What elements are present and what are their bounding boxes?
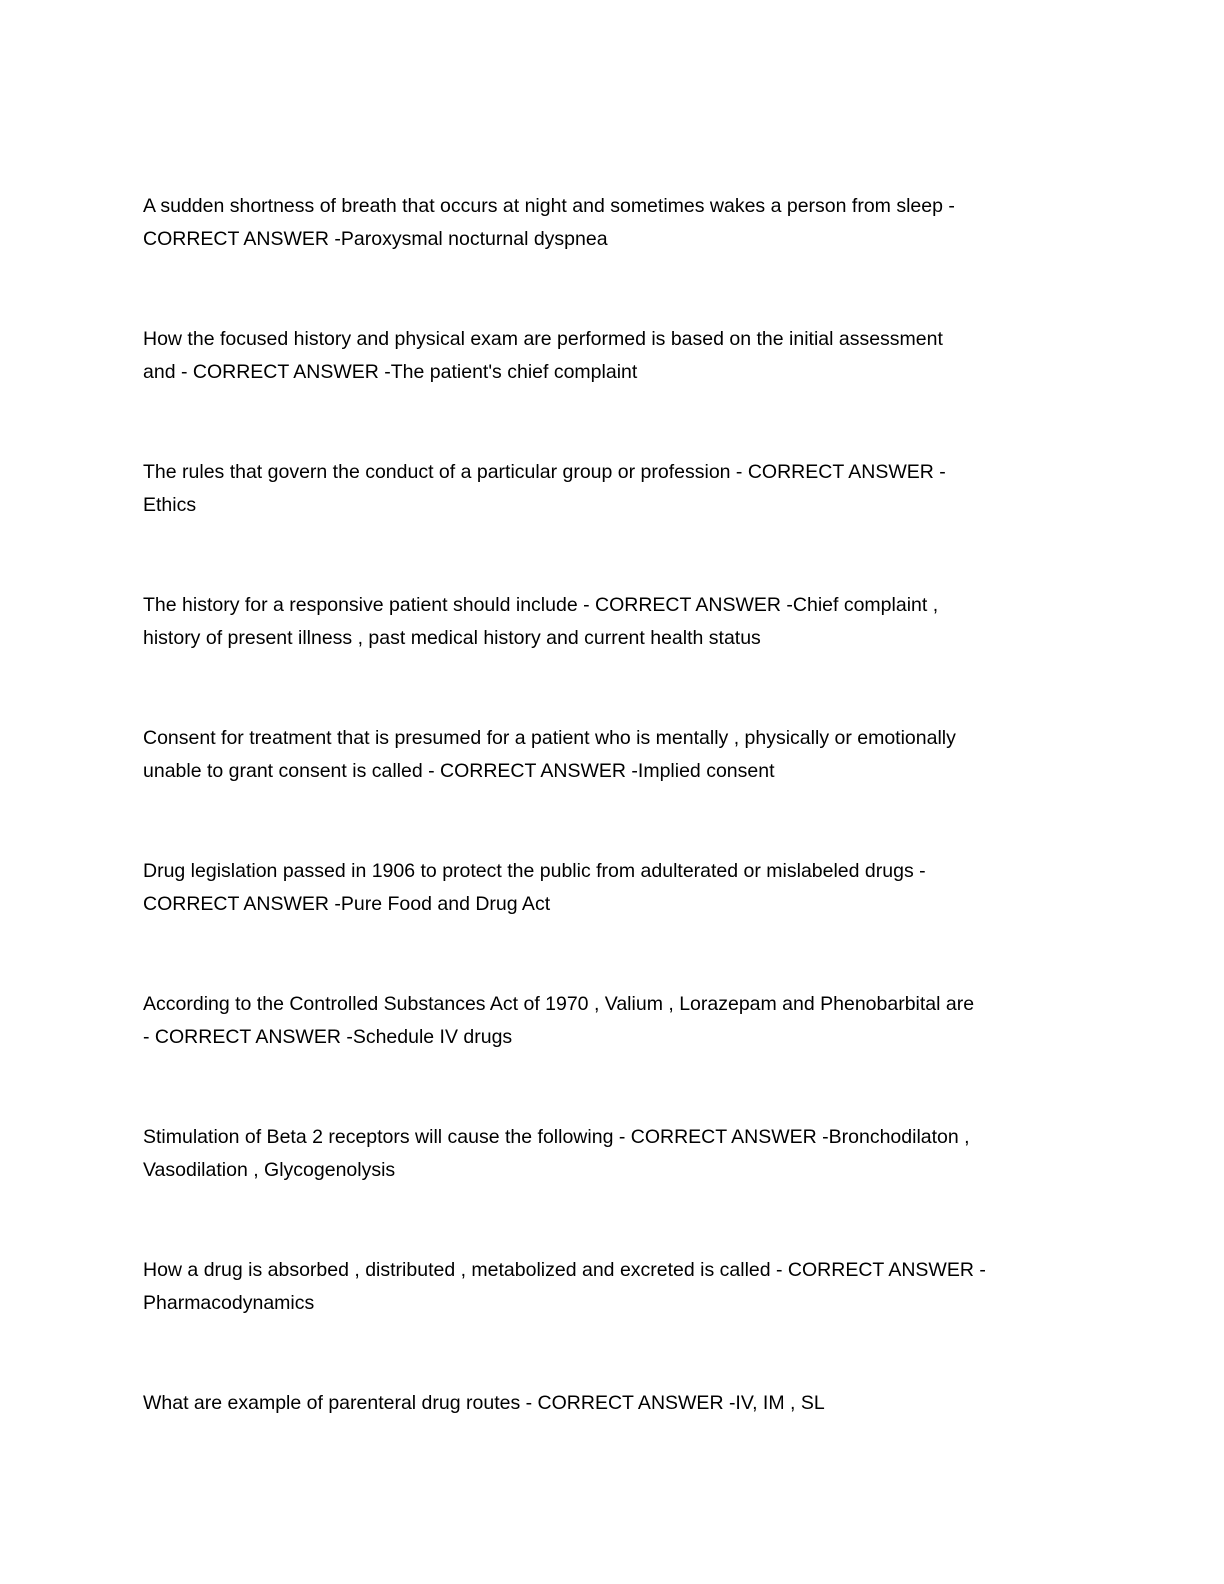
- qa-item: [143, 456, 1073, 589]
- qa-line-2: - CORRECT ANSWER -Schedule IV drugs: [143, 1026, 513, 1048]
- qa-line-1: How the focused history and physical exam are performed is based on the initial assessment: [143, 328, 943, 350]
- qa-line-1: The history for a responsive patient should include - CORRECT ANSWER -Chief complaint ,: [143, 594, 939, 616]
- qa-line-1: A sudden shortness of breath that occurs at night and sometimes wakes a person from sleep -: [143, 195, 955, 217]
- qa-line-1: Stimulation of Beta 2 receptors will cause the following - CORRECT ANSWER -Bronchodilaton ,: [143, 1126, 970, 1148]
- qa-list: [143, 190, 1073, 1520]
- qa-item: [143, 855, 1073, 988]
- qa-item: [143, 988, 1073, 1121]
- qa-item: [143, 1121, 1073, 1254]
- qa-line-2: CORRECT ANSWER -Pure Food and Drug Act: [143, 893, 551, 915]
- qa-line-1: The rules that govern the conduct of a particular group or profession - CORRECT ANSWER -: [143, 461, 946, 483]
- qa-line-2: and - CORRECT ANSWER -The patient's chief complaint: [143, 361, 638, 383]
- qa-line-1: What are example of parenteral drug routes - CORRECT ANSWER -IV, IM , SL: [143, 1392, 825, 1414]
- qa-item: [143, 1387, 1073, 1520]
- qa-line-1: How a drug is absorbed , distributed , metabolized and excreted is called - CORRECT ANSWER -: [143, 1259, 986, 1281]
- qa-line-1: Consent for treatment that is presumed for a patient who is mentally , physically or emotionally: [143, 727, 956, 749]
- qa-line-2: unable to grant consent is called - CORRECT ANSWER -Implied consent: [143, 760, 775, 782]
- qa-item: [143, 1254, 1073, 1387]
- qa-item: [143, 722, 1073, 855]
- qa-line-2: Pharmacodynamics: [143, 1292, 315, 1314]
- qa-line-2: history of present illness , past medical history and current health status: [143, 627, 761, 649]
- qa-item: [143, 323, 1073, 456]
- qa-line-2: CORRECT ANSWER -Paroxysmal nocturnal dyspnea: [143, 228, 608, 250]
- qa-line-1: Drug legislation passed in 1906 to protect the public from adulterated or mislabeled drugs -: [143, 860, 926, 882]
- qa-item: [143, 190, 1073, 323]
- qa-line-1: According to the Controlled Substances Act of 1970 , Valium , Lorazepam and Phenobarbital are: [143, 993, 975, 1015]
- qa-line-2: Vasodilation , Glycogenolysis: [143, 1159, 396, 1181]
- qa-item: [143, 589, 1073, 722]
- qa-line-2: Ethics: [143, 494, 197, 516]
